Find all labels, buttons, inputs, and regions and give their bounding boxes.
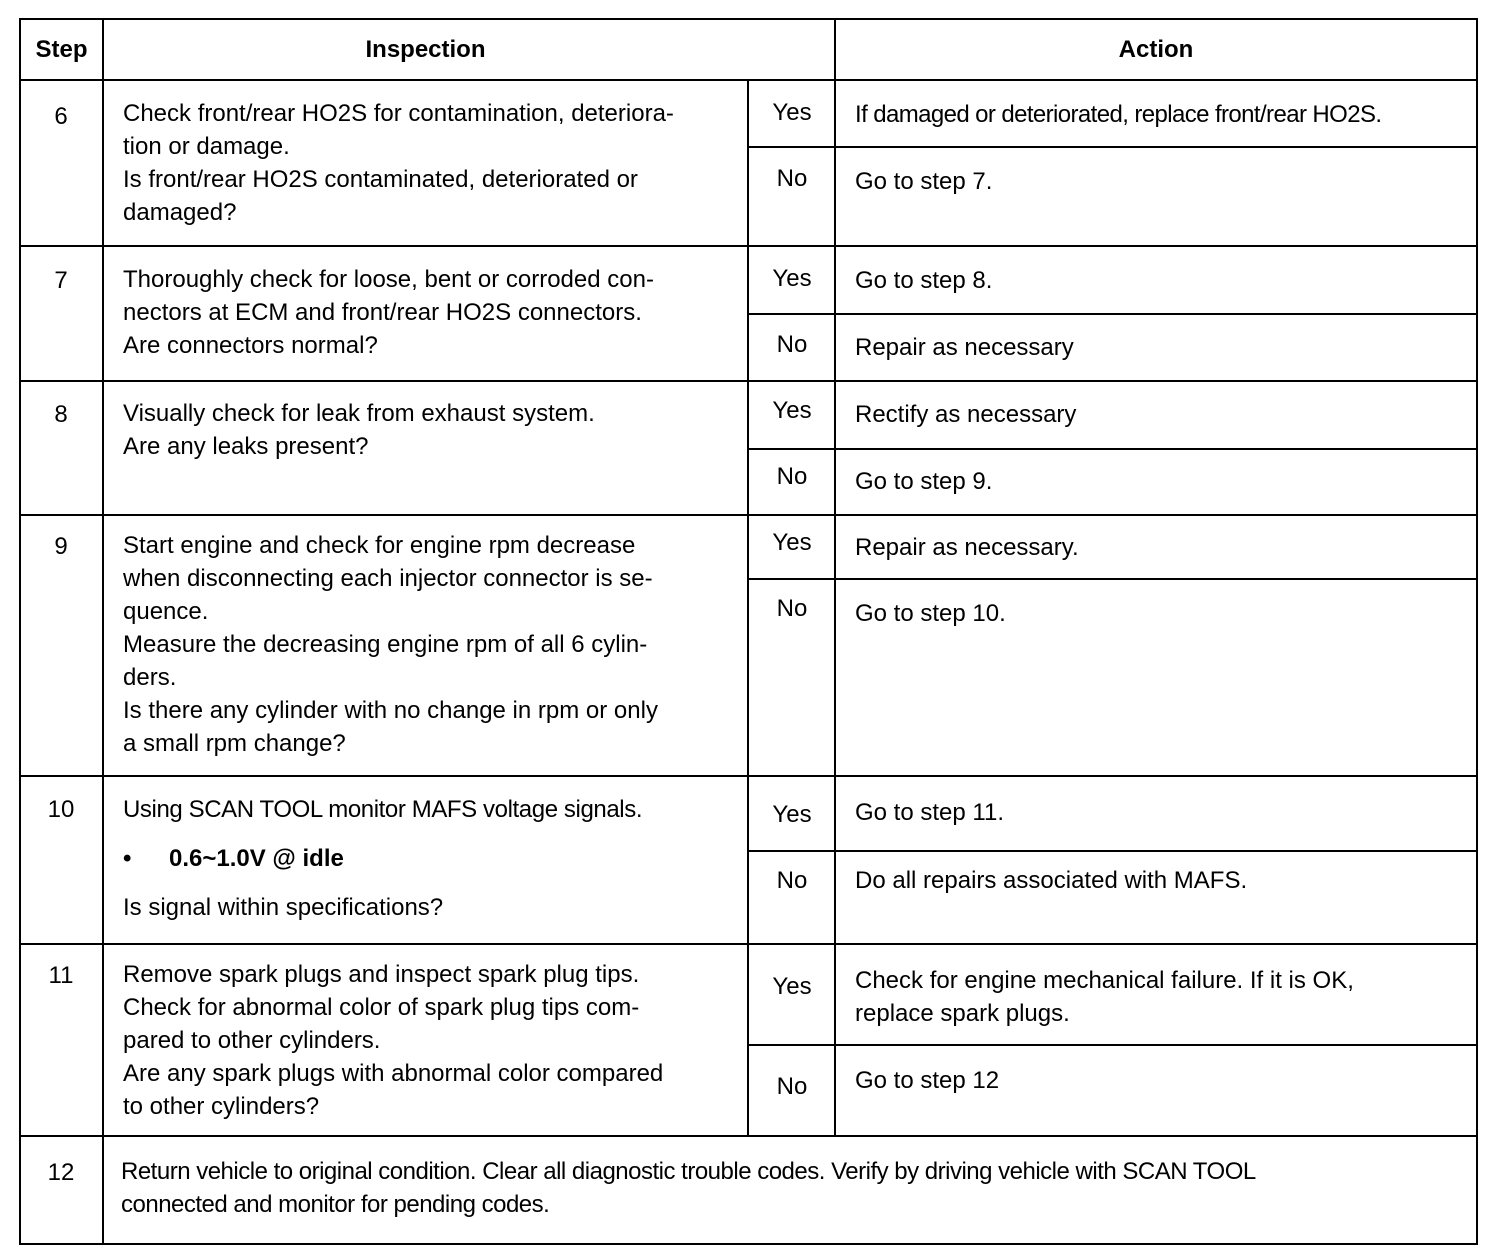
step-number: 8 [54,401,68,428]
yes-action: Rectify as necessary [855,401,1077,428]
no-label: No [776,595,808,622]
yes-no-divider [748,146,1478,148]
no-label: No [776,867,808,894]
row-divider [19,1135,1478,1137]
no-label: No [776,1073,808,1100]
yes-no-divider [748,850,1478,852]
header-inspection: Inspection [365,36,486,63]
header-step: Step [35,36,88,63]
yes-no-divider [748,578,1478,580]
yes-no-divider [748,448,1478,450]
yes-label: Yes [772,265,812,292]
step-number: 11 [48,962,74,989]
yes-action: Go to step 11. [855,799,1004,826]
spec-bullet [123,842,735,875]
row-divider [19,380,1478,382]
table-border-left [19,18,21,1245]
yes-label: Yes [772,397,812,424]
header-action: Action [1118,36,1194,63]
no-label: No [776,165,808,192]
yes-label: Yes [772,99,812,126]
no-action: Do all repairs associated with MAFS. [855,867,1248,894]
no-label: No [776,463,808,490]
yes-action: Repair as necessary. [855,534,1079,561]
inspection-text: Using SCAN TOOL monitor MAFS voltage signals. [123,796,643,823]
no-action: Go to step 10. [855,600,1006,627]
no-action: Go to step 12 [855,1067,1000,1094]
row-divider [19,943,1478,945]
yes-action: Go to step 8. [855,267,993,294]
yes-no-divider [748,1044,1478,1046]
yes-label: Yes [772,529,812,556]
yes-action: If damaged or deteriorated, replace front/rear HO2S. [855,101,1382,128]
yes-label: Yes [772,801,812,828]
step-number: 10 [47,796,75,823]
no-action: Repair as necessary [855,334,1074,361]
step-number: 7 [54,267,68,294]
table-border-bottom [19,1243,1478,1245]
bullet-icon: • [123,845,132,872]
step-number: 6 [54,103,68,130]
inspection-text: Thoroughly check for loose, bent or corroded con- nectors at ECM and front/rear HO2S connectors. Are connectors normal? [123,266,654,359]
inspection-text: Remove spark plugs and inspect spark plug tips. Check for abnormal color of spark plug tips com- pared to other cylinders. Are any spark plugs with abnormal color compared to other cylinders? [123,961,664,1120]
spec-value: 0.6~1.0V @ idle [169,845,344,872]
row-divider [19,775,1478,777]
yes-label: Yes [772,973,812,1000]
no-label: No [776,331,808,358]
step-number: 12 [47,1159,75,1186]
table-border-right [1476,18,1478,1245]
step-column-divider [102,18,104,1245]
final-instruction: Return vehicle to original condition. Clear all diagnostic trouble codes. Verify by driving vehicle with SCAN TOOL connected and monitor for pending codes. [121,1158,1256,1218]
row-divider [19,514,1478,516]
yes-no-divider [748,313,1478,315]
no-action: Go to step 7. [855,168,993,195]
row-divider [19,245,1478,247]
diagnostic-table [19,18,1478,1245]
step-number: 9 [54,533,68,560]
yes-action: Check for engine mechanical failure. If it is OK, replace spark plugs. [855,967,1354,1027]
inspection-text: Visually check for leak from exhaust system. Are any leaks present? [123,400,595,460]
inspection-text: Check front/rear HO2S for contamination, deteriora- tion or damage. Is front/rear HO2S contaminated, deteriorated or damaged? [123,100,674,226]
inspection-text: Start engine and check for engine rpm decrease when disconnecting each injector connector is se- quence. Measure the decreasing engine rpm of all 6 cylin- ders. Is there any cylinder with no change in rpm or only a small rpm change? [123,532,658,757]
inspection-question: Is signal within specifications? [123,894,444,921]
no-action: Go to step 9. [855,468,993,495]
